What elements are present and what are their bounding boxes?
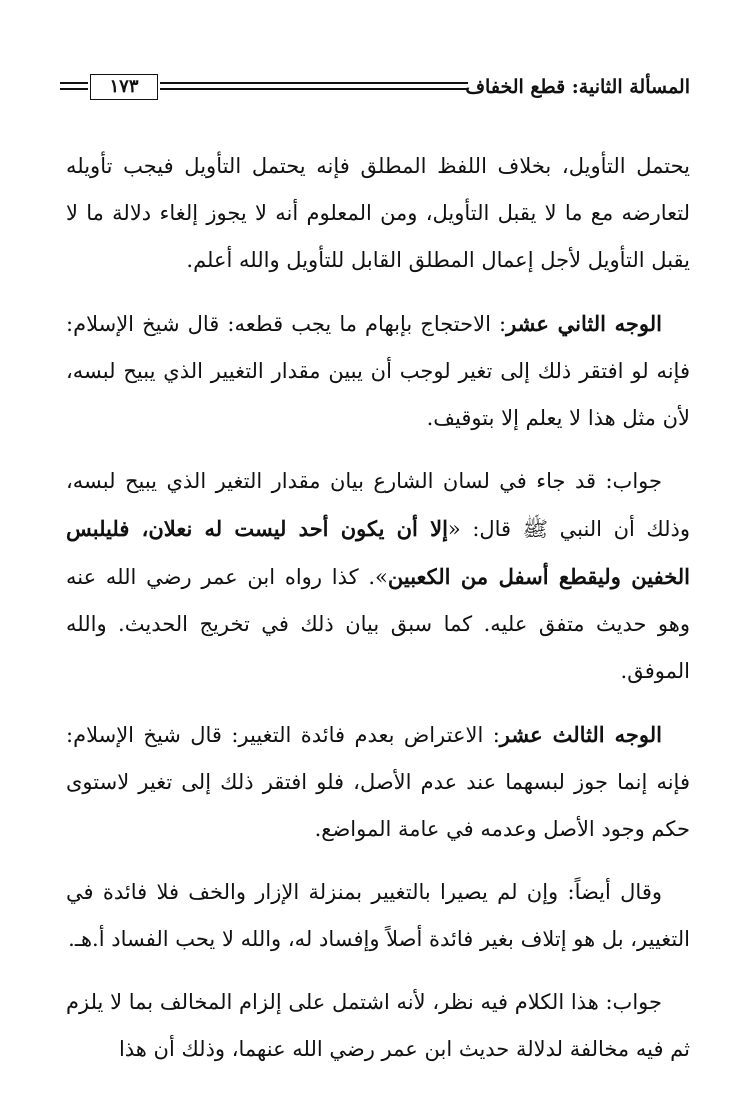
header-double-rule	[160, 82, 468, 90]
paragraph-text: ». كذا رواه ابن عمر رضي الله عنه وهو حديث متفق عليه. كما سبق بيان ذلك في تخريج الحديث. والله الموفق.	[66, 565, 690, 683]
header-double-rule-left	[60, 82, 88, 90]
paragraph	[66, 143, 690, 284]
paragraph	[66, 300, 690, 442]
paragraph	[66, 711, 690, 853]
section-heading: الوجه الثاني عشر	[506, 311, 662, 336]
paragraph	[66, 458, 690, 695]
paragraph	[66, 979, 690, 1073]
section-heading: الوجه الثالث عشر	[499, 722, 662, 747]
paragraph	[66, 869, 690, 963]
hadith-quote: إلا أن يكون أحد ليست له نعلان، فليلبس الخفين وليقطع أسفل من الكعبين	[66, 516, 690, 589]
paragraph-text: جواب: هذا الكلام فيه نظر، لأنه اشتمل على إلزام المخالف بما لا يلزم ثم فيه مخالفة لدلالة حديث ابن عمر رضي الله عنهما، وذلك أن هذا	[66, 990, 690, 1061]
paragraph-text: : الاحتجاج بإبهام ما يجب قطعه: قال شيخ الإسلام: فإنه لو افتقر ذلك إلى تغير لوجب أن يبين مقدار التغيير الذي يبيح لبسه، لأن مثل هذا لا يعلم إلا بتوقيف.	[66, 312, 690, 430]
paragraph-text: جواب: قد جاء في لسان الشارع بيان مقدار التغير الذي يبيح لبسه، وذلك أن النبي ﷺ قال: «	[66, 469, 690, 541]
page-number: ١٧٣	[90, 74, 158, 100]
running-header	[60, 72, 690, 108]
page-body	[66, 143, 690, 1089]
chapter-title: المسألة الثانية: قطع الخفاف	[465, 76, 690, 98]
paragraph-text: يحتمل التأويل، بخلاف اللفظ المطلق فإنه يحتمل التأويل فيجب تأويله لتعارضه مع ما لا يقبل التأويل، ومن المعلوم أنه لا يجوز إلغاء دلالة ما لا يقبل التأويل لأجل إعمال المطلق القابل للتأويل والله أعلم.	[66, 154, 690, 272]
paragraph-text: وقال أيضاً: وإن لم يصيرا بالتغيير بمنزلة الإزار والخف فلا فائدة في التغيير، بل هو إتلاف بغير فائدة أصلاً وإفساد له، والله لا يحب الفساد أ.هـ.	[66, 880, 690, 951]
paragraph-text: : الاعتراض بعدم فائدة التغيير: قال شيخ الإسلام: فإنه إنما جوز لبسهما عند عدم الأصل، فلو افتقر ذلك إلى تغير لاستوى حكم وجود الأصل وعدمه في عامة المواضع.	[66, 723, 690, 841]
